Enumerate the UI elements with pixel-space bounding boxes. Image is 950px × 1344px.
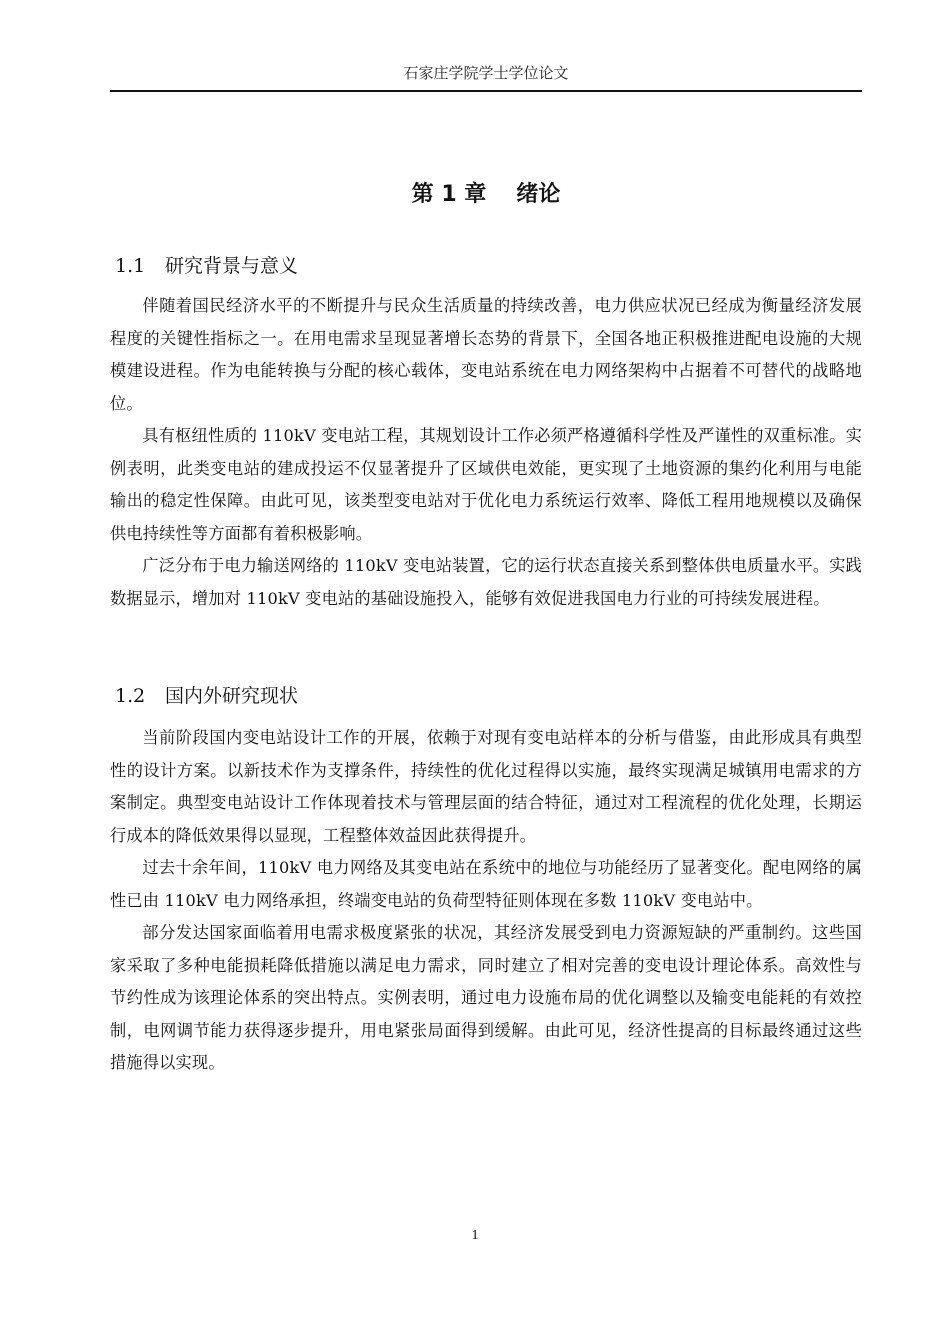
page-number: 1 <box>471 1228 479 1243</box>
body-paragraph: 过去十余年间，110kV 电力网络及其变电站在系统中的地位与功能经历了显著变化。配电网络的属性已由 110kV 电力网络承担，终端变电站的负荷型特征则体现在多数 110kV 变电站中。 <box>110 858 862 910</box>
header-divider <box>110 90 862 92</box>
body-paragraph: 伴随着国民经济水平的不断提升与民众生活质量的持续改善，电力供应状况已经成为衡量经济发展程度的关键性指标之一。在用电需求呈现显著增长态势的背景下，全国各地正积极推进配电设施的大规模建设进程。作为电能转换与分配的核心载体，变电站系统在电力网络架构中占据着不可替代的战略地位。 <box>110 296 862 413</box>
section-title: 研究背景与意义 <box>165 255 299 277</box>
section-number: 1.2 <box>115 685 146 707</box>
section-background <box>110 250 862 615</box>
section-heading <box>115 250 862 282</box>
body-paragraph: 部分发达国家面临着用电需求极度紧张的状况，其经济发展受到电力资源短缺的严重制约。这些国家采取了多种电能损耗降低措施以满足电力需求，同时建立了相对完善的变电设计理论体系。高效性与节约性成为该理论体系的突出特点。实例表明，通过电力设施布局的优化调整以及输变电能耗的有效控制，电网调节能力获得逐步提升，用电紧张局面得到缓解。由此可见，经济性提高的目标最终通过这些措施得以实现。 <box>110 923 862 1072</box>
chapter-number: 第 1 章 <box>411 182 487 207</box>
section-body <box>110 290 862 615</box>
chapter-name: 绪论 <box>516 182 561 207</box>
body-paragraph: 当前阶段国内变电站设计工作的开展，依赖于对现有变电站样本的分析与借鉴，由此形成具有典型性的设计方案。以新技术作为支撑条件，持续性的优化过程得以实施，最终实现满足城镇用电需求的方案制定。典型变电站设计工作体现着技术与管理层面的结合特征，通过对工程流程的优化处理，长期运行成本的降低效果得以显现，工程整体效益因此获得提升。 <box>110 728 862 845</box>
section-research-status <box>110 680 862 1080</box>
running-header: 石家庄学院学士学位论文 <box>403 64 569 82</box>
section-number: 1.1 <box>115 255 146 277</box>
body-paragraph: 具有枢纽性质的 110kV 变电站工程，其规划设计工作必须严格遵循科学性及严谨性的双重标准。实例表明，此类变电站的建成投运不仅显著提升了区域供电效能，更实现了土地资源的集约化利用与电能输出的稳定性保障。由此可见，该类型变电站对于优化电力系统运行效率、降低工程用地规模以及确保供电持续性等方面都有着积极影响。 <box>110 426 862 543</box>
section-title: 国内外研究现状 <box>165 685 299 707</box>
section-heading <box>115 680 862 712</box>
chapter-title <box>110 178 862 212</box>
body-paragraph: 广泛分布于电力输送网络的 110kV 变电站装置，它的运行状态直接关系到整体供电质量水平。实践数据显示，增加对 110kV 变电站的基础设施投入，能够有效促进我国电力行业的可持续发展进程。 <box>110 556 862 608</box>
section-body <box>110 722 862 1080</box>
